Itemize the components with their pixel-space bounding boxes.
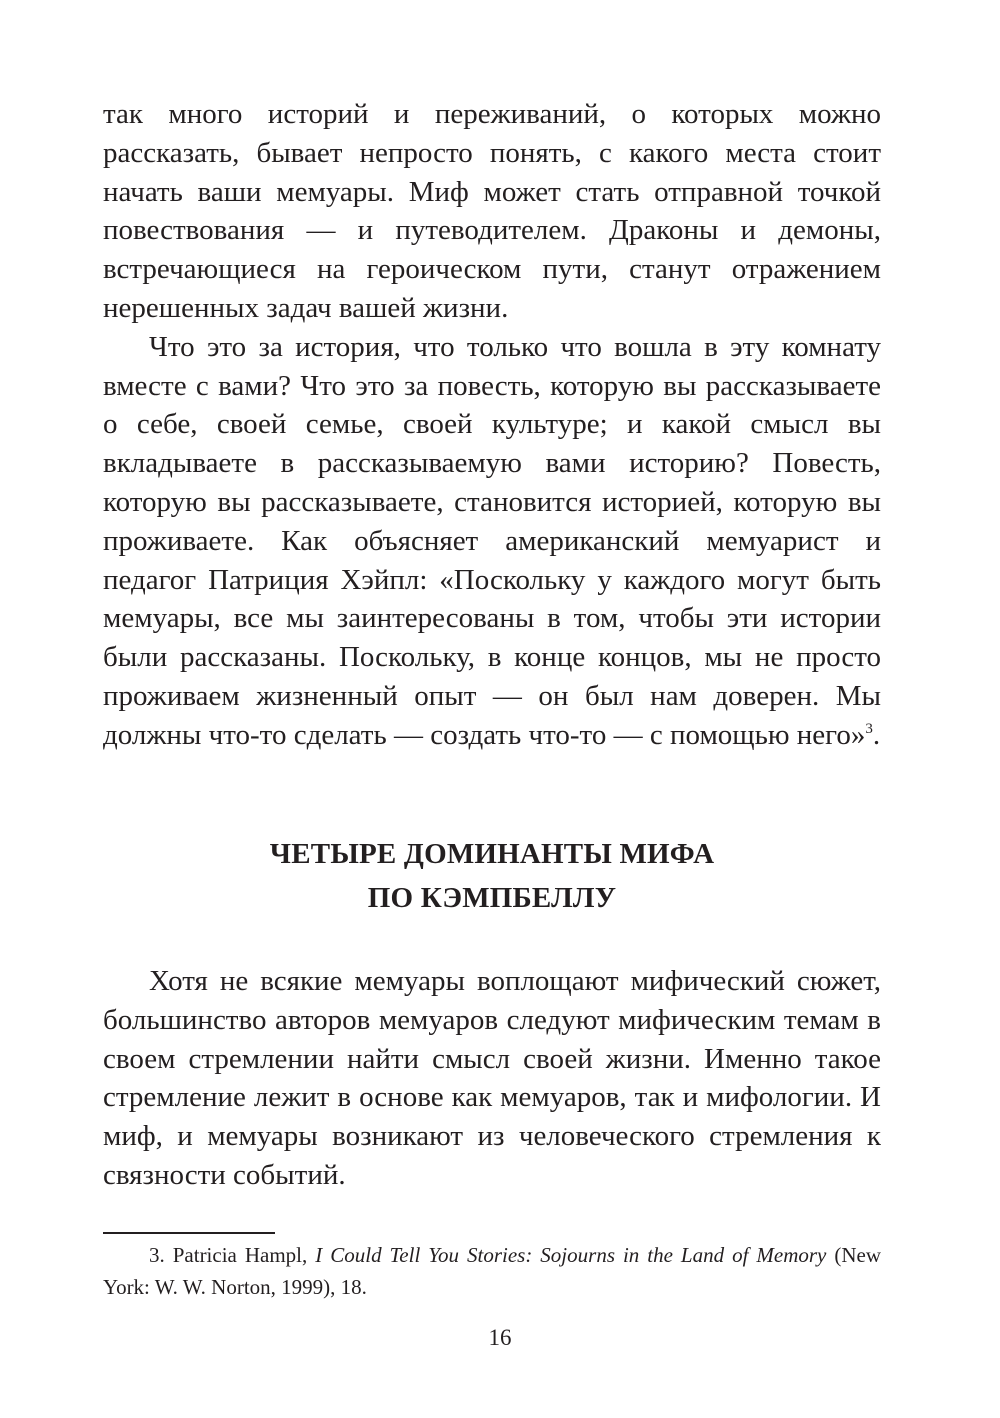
page-number: 16 [488,1325,512,1350]
footnote-separator [103,1232,275,1234]
footnote-title: I Could Tell You Stories: Sojourns in the Land of Memory [315,1243,827,1267]
section-heading [103,832,881,920]
paragraph-story-end: . [872,718,881,751]
section-heading-line-2: ПО КЭМПБЕЛЛУ [367,882,617,914]
footnote-number: 3. [149,1243,165,1267]
paragraph-story-text: Что это за история, что только что вошла в эту комнату вместе с вами? Что это за повесть, которую вы рассказываете о себе, своей семье, своей культуре; и какой смысл вы вкладываете в рассказываемую вами историю? Повесть, которую вы рассказываете, становится историей, которую вы проживаете. Как объясняет американский мемуарист и педагог Патриция Хэйпл: «Поскольку у каждого могут быть мемуары, все мы заинтересованы в том, чтобы эти истории были рассказаны. Поскольку, в конце концов, мы не просто проживаем жизненный опыт — он был нам доверен. Мы должны что-то сделать — создать что-то — с помощью него» [103,330,881,751]
footnote-author: Patricia Hampl, [172,1243,308,1267]
paragraph-continuation: так много историй и переживаний, о которых можно рассказать, бывает непросто понять, с какого места стоит начать ваши мемуары. Миф может стать отправной точкой повествования — и путеводителем. Драконы и демоны, встречающиеся на героическом пути, станут отражением нерешенных задач вашей жизни. [103,98,881,324]
paragraph-story [103,328,881,755]
footnote [103,1239,881,1303]
body-text-top [103,95,881,755]
footnote-details: (New York: W. W. Norton, 1999), 18. [103,1243,882,1299]
footnote-reference: 3 [865,720,873,737]
paragraph-myth: Хотя не всякие мемуары воплощают мифический сюжет, большинство авторов мемуаров следуют мифическим темам в своем стремлении найти смысл своей жизни. Именно такое стремление лежит в основе как мемуаров, так и мифологии. И миф, и мемуары возникают из человеческого стремления к связности событий. [103,965,881,1191]
footnote-line [103,1239,881,1303]
body-text-bottom [103,962,881,1195]
section-heading-line-1: ЧЕТЫРЕ ДОМИНАНТЫ МИФА [269,838,715,870]
